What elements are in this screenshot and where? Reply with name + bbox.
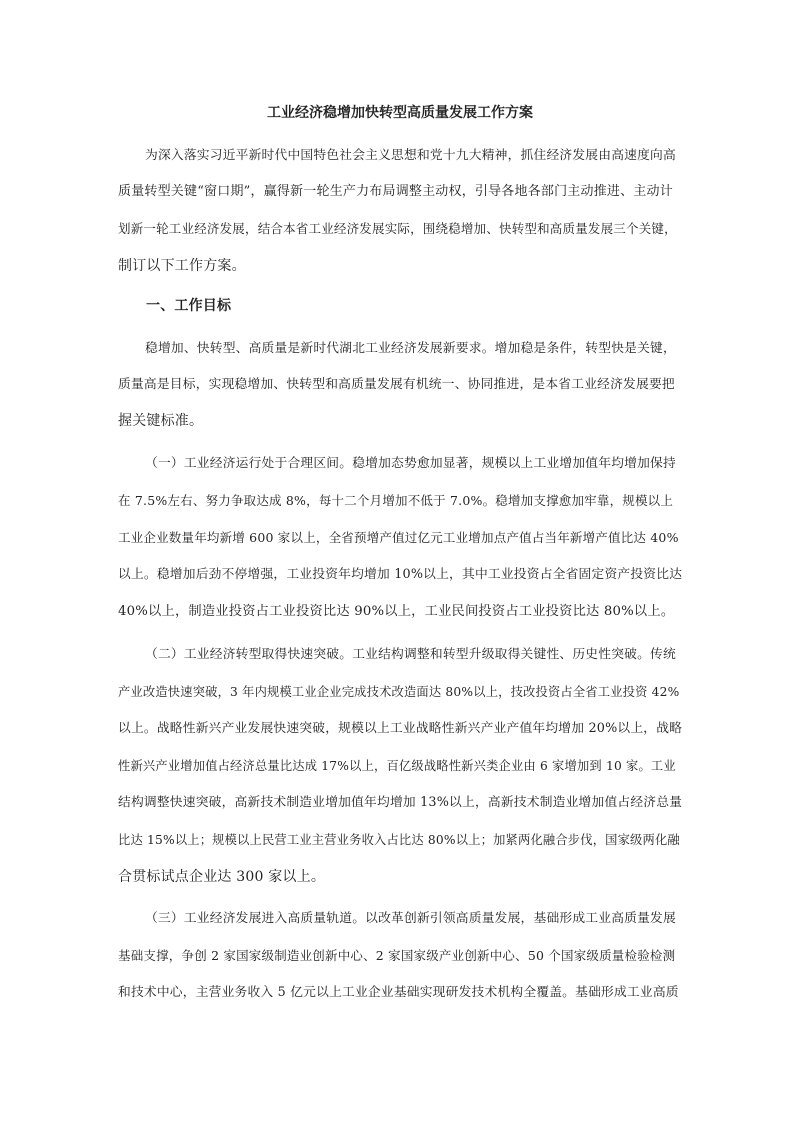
section-heading: 一、工作目标 — [146, 298, 232, 314]
paragraph-line: 和技术中心，主营业务收入 5 亿元以上工业企业基础实现研发技术机构全覆盖。基础形成工业高质 — [118, 985, 679, 1000]
paragraph-line: 稳增加、快转型、高质量是新时代湖北工业经济发展新要求。增加稳是条件，转型快是关键， — [145, 341, 676, 356]
paragraph-line: （一）工业经济运行处于合理区间。稳增加态势愈加显著，规模以上工业增加值年均增加保持 — [145, 456, 676, 471]
document-title: 工业经济稳增加快转型高质量发展工作方案 — [267, 105, 533, 121]
paragraph-line: （二）工业经济转型取得快速突破。工业结构调整和转型升级取得关键性、历史性突破。传统 — [145, 647, 676, 662]
paragraph-line: 在 7.5%左右、努力争取达成 8%，每十二个月增加不低于 7.0%。稳增加支撑愈加牢靠，规模以上 — [118, 493, 674, 508]
paragraph-line: 握关键标准。 — [118, 413, 204, 429]
paragraph-line: 以上。战略性新兴产业发展快速突破，规模以上工业战略性新兴产业产值年均增加 20%以上，战略 — [118, 721, 683, 736]
paragraph-line: 合贯标试点企业达 300 家以上。 — [118, 869, 326, 885]
paragraph-line: 工业企业数量年均新增 600 家以上，全省预增产值过亿元工业增加点产值占当年新增产值比达 40% — [118, 530, 679, 545]
paragraph-line: 划新一轮工业经济发展，结合本省工业经济发展实际，围绕稳增加、快转型和高质量发展三个关键， — [118, 221, 677, 236]
paragraph-line: 产业改造快速突破，3 年内规模工业企业完成技术改造面达 80%以上，技改投资占全省工业投资 42% — [118, 685, 680, 699]
paragraph-line: 基础支撑，争创 2 家国家级制造业创新中心、2 家国家级产业创新中心、50 个国家级质量检验检测 — [118, 948, 676, 963]
paragraph-line: 比达 15%以上；规模以上民营工业主营业务收入占比达 80%以上；加紧两化融合步伐，国家级两化融 — [118, 833, 680, 847]
paragraph-line: 制订以下工作方案。 — [118, 258, 246, 274]
paragraph-line: 性新兴产业增加值占经济总量比达成 17%以上，百亿级战略性新兴类企业由 6 家增加到 10 家。工业 — [118, 759, 676, 773]
paragraph-line: 结构调整快速突破，高新技术制造业增加值年均增加 13%以上，高新技术制造业增加值占经济总量 — [118, 795, 683, 810]
paragraph-line: 以上。稳增加后劲不停增强，工业投资年均增加 10%以上，其中工业投资占全省固定资产投资比达 — [118, 567, 683, 582]
paragraph-line: 质量高是目标，实现稳增加、快转型和高质量发展有机统一、协同推进，是本省工业经济发展要把 — [118, 377, 675, 392]
paragraph-line: 为深入落实习近平新时代中国特色社会主义思想和党十九大精神，抓住经济发展由高速度向高 — [145, 148, 676, 163]
paragraph-line: 质量转型关键“窗口期”，赢得新一轮生产力布局调整主动权，引导各地各部门主动推进、主动计 — [118, 184, 673, 199]
paragraph-line: 40%以上，制造业投资占工业投资比达 90%以上，工业民间投资占工业投资比达 80%以上。 — [118, 604, 675, 619]
paragraph-line: （三）工业经济发展进入高质量轨道。以改革创新引领高质量发展，基础形成工业高质量发展 — [145, 911, 676, 926]
